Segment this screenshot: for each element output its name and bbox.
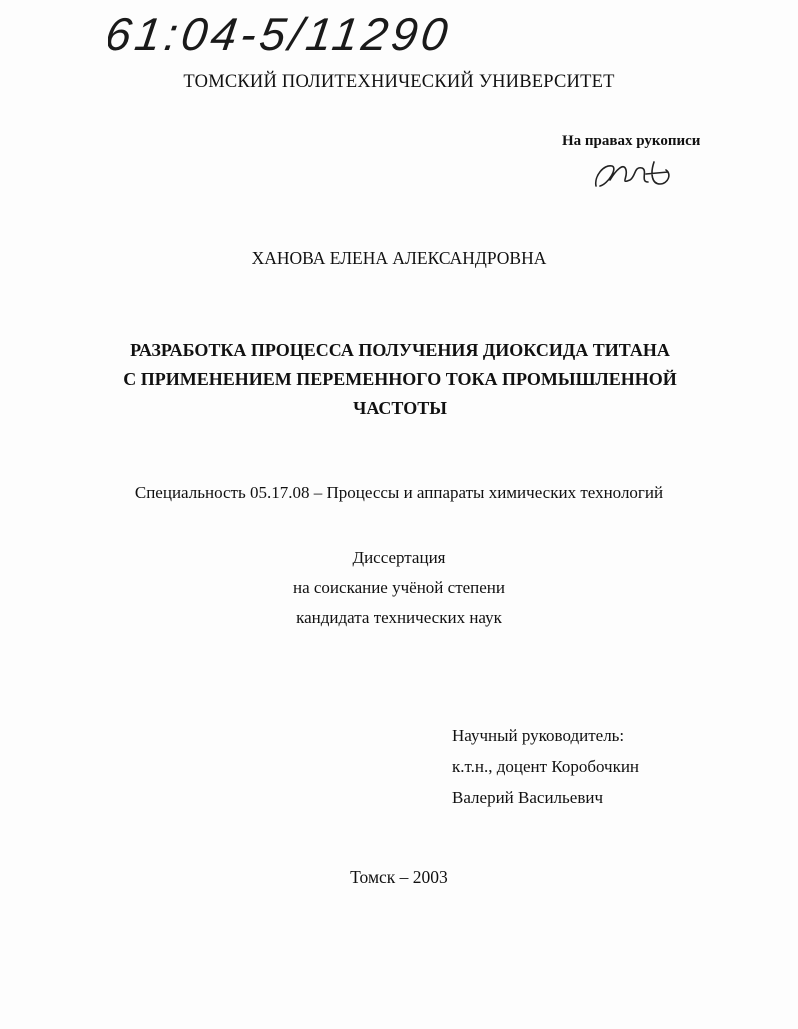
signature: [590, 156, 680, 192]
degree-statement: [0, 543, 798, 633]
title-line: ЧАСТОТЫ: [353, 398, 447, 418]
dissertation-title: [60, 336, 740, 423]
degree-line: кандидата технических наук: [296, 608, 502, 627]
supervisor-degree: к.т.н., доцент Коробочкин: [452, 757, 640, 776]
degree-line: Диссертация: [352, 548, 446, 567]
supervisor-label: Научный руководитель:: [452, 726, 625, 745]
supervisor-block: [452, 720, 639, 813]
specialty-line: Специальность 05.17.08 – Процессы и аппараты химических технологий: [134, 483, 664, 502]
handwritten-stamp-drawing: [108, 4, 453, 62]
place-and-year: Томск – 2003: [350, 867, 448, 887]
signature-drawing: [590, 156, 680, 192]
handwritten-stamp: [108, 4, 453, 62]
university-name: ТОМСКИЙ ПОЛИТЕХНИЧЕСКИЙ УНИВЕРСИТЕТ: [183, 72, 615, 92]
stamp-code-text: 61:04-5/11290: [108, 8, 453, 60]
title-line: С ПРИМЕНЕНИЕМ ПЕРЕМЕННОГО ТОКА ПРОМЫШЛЕННОЙ: [123, 369, 677, 389]
supervisor-name: Валерий Васильевич: [452, 788, 603, 807]
manuscript-rights-note: На правах рукописи: [562, 133, 701, 149]
degree-line: на соискание учёной степени: [292, 578, 506, 597]
title-line: РАЗРАБОТКА ПРОЦЕССА ПОЛУЧЕНИЯ ДИОКСИДА ТИТАНА: [130, 340, 670, 360]
author-name: ХАНОВА ЕЛЕНА АЛЕКСАНДРОВНА: [251, 248, 547, 268]
